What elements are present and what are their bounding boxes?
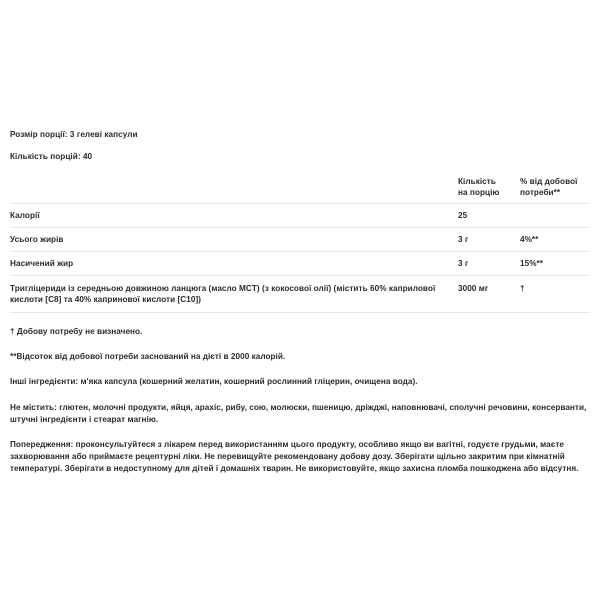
- nutrient-daily-value: [520, 204, 590, 228]
- nutrient-amount: 3 г: [458, 228, 520, 252]
- note-double-asterisk: **Відсоток від добової потреби заснований на дієті в 2000 калорій.: [10, 352, 286, 362]
- nutrient-name: Калорії: [10, 204, 458, 228]
- nutrient-daily-value: 15%**: [520, 252, 590, 276]
- note-dagger: † Добову потребу не визначено.: [10, 327, 143, 336]
- header-nutrient-name: [10, 173, 458, 204]
- table-body: [10, 204, 590, 313]
- header-dv-line2: потреби**: [520, 188, 561, 197]
- nutrient-name: Насичений жир: [10, 252, 458, 276]
- table-header-row: [10, 173, 590, 204]
- nutrient-amount: 3000 мг: [458, 276, 520, 313]
- nutrient-amount: 25: [458, 204, 520, 228]
- serving-size-line: Розмір порції: 3 гелеві капсули: [10, 130, 138, 139]
- servings-per-container-line: Кількість порцій: 40: [10, 152, 93, 161]
- nutrient-daily-value: 4%**: [520, 228, 590, 252]
- header-amount-line1: Кількість: [458, 177, 496, 186]
- table-row: [10, 204, 590, 228]
- table-row: [10, 252, 590, 276]
- header-amount-per-serving: [458, 173, 520, 204]
- serving-info: [10, 0, 590, 162]
- header-dv-line1: % від добової: [520, 177, 578, 186]
- footnotes-section: [10, 313, 590, 476]
- note-other-ingredients: Інші інгредієнти: м'яка капсула (кошерний желатин, кошерний рослинний гліцерин, очищена вода).: [10, 377, 418, 387]
- nutrient-amount: 3 г: [458, 252, 520, 276]
- nutrient-name: Усього жирів: [10, 228, 458, 252]
- nutrient-name: Тригліцериди із середньою довжиною ланцюга (масло MCT) (з кокосової олії) (містить 60% каприлової кислоти [C8] та 40% капринової кислоти [C10]): [10, 276, 458, 313]
- header-daily-value: [520, 173, 590, 204]
- nutrient-daily-value: †: [520, 276, 590, 313]
- header-amount-line2: на порцію: [458, 188, 500, 197]
- table-header: [10, 173, 590, 204]
- table-row: [10, 228, 590, 252]
- nutrition-facts-table: [10, 173, 590, 313]
- note-free-from: Не містить: глютен, молочні продукти, яйця, арахіс, рибу, сою, молюски, пшеницю, дріжджі, наповнювачі, сполучні речовини, консерванти, штучні інгредієнти і стеарат магнію.: [10, 402, 587, 424]
- note-warning: Попередження: проконсультуйтеся з лікарем перед використанням цього продукту, особливо якщо ви вагітні, годуєте грудьми, маєте захворювання або приймаєте рецептурні ліки. Не перевищуйте рекомендовану добову дозу. Зберігати щільно закритим при кімнатній температурі. Зберігати в недоступному для дітей і домашніх тварин. Не використовуйте, якщо захисна пломба пошкоджена або відсутня.: [10, 440, 579, 474]
- table-row: [10, 276, 590, 313]
